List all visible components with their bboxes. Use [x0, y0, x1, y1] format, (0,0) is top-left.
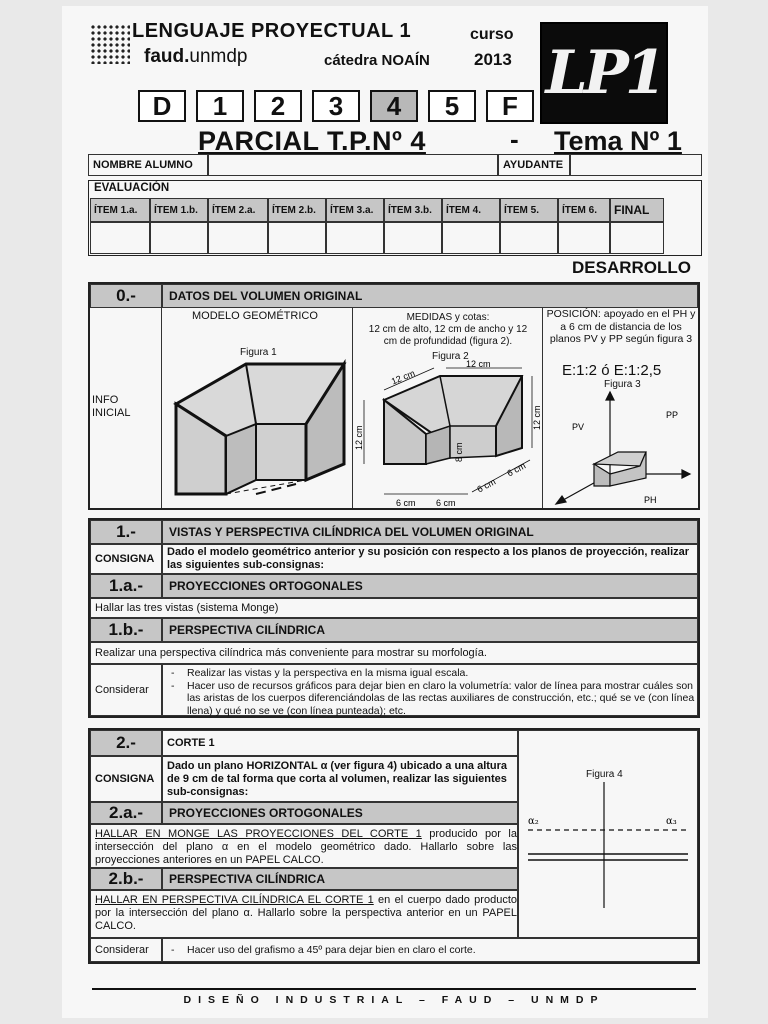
section1b-text: Realizar una perspectiva cilíndrica más conveniente para mostrar su morfología.	[90, 642, 698, 664]
section1-consigna-label: CONSIGNA	[90, 544, 162, 574]
info-inicial-label: INFO INICIAL	[92, 394, 131, 419]
figure2-dimension-drawing	[354, 360, 542, 508]
section2-number: 2.-	[90, 730, 162, 756]
section2a-title: PROYECCIONES ORTOGONALES	[162, 802, 518, 824]
lp1-logo-text: LP1	[545, 38, 663, 108]
section2-considerar-list	[167, 944, 476, 957]
section1-considerar-cell	[162, 664, 698, 716]
posicion-text	[546, 308, 696, 346]
evaluation-item-grade[interactable]	[150, 222, 208, 254]
evaluation-item-grade[interactable]	[326, 222, 384, 254]
faud-dot-logo	[90, 24, 130, 64]
evaluation-item-grade[interactable]	[268, 222, 326, 254]
fig4-alpha2: α₂	[528, 816, 539, 827]
section2-consigna-text: Dado un plano HORIZONTAL α (ver figura 4) ubicado a una altura de 9 cm de tal forma que corta al volumen, realizar las siguientes sub-consignas:	[162, 756, 518, 802]
evaluation-title: EVALUACIÓN	[94, 182, 170, 194]
section1b-number: 1.b.-	[90, 618, 162, 642]
evaluation-item-header: ÍTEM 4.	[442, 198, 500, 222]
section1-considerar-list	[167, 667, 697, 717]
fig2-dim-diag: 12 cm	[389, 368, 417, 387]
catedra-label: cátedra NOAÍN	[324, 52, 430, 69]
posicion-label: POSICIÓN:	[546, 308, 601, 320]
ayudante-label: AYUDANTE	[498, 154, 570, 176]
figura2-label: Figura 2	[432, 351, 469, 362]
section2a-underlined: HALLAR EN MONGE LAS PROYECCIONES DEL CORTE 1	[95, 828, 422, 840]
course-title: LENGUAJE PROYECTUAL 1	[132, 20, 412, 42]
footer-text: DISEÑO INDUSTRIAL – FAUD – UNMDP	[183, 994, 605, 1006]
section2b-title: PERSPECTIVA CILÍNDRICA	[162, 868, 518, 890]
section2a-text-cell	[90, 824, 518, 868]
evaluation-item-header: ÍTEM 2.b.	[268, 198, 326, 222]
section2b-text	[95, 894, 517, 933]
section2-title: CORTE 1	[162, 730, 518, 756]
fig2-dim-top: 12 cm	[466, 360, 491, 369]
code-digit-1: 1	[196, 90, 244, 122]
fig2-dim-bottom-2: 6 cm	[436, 498, 456, 508]
parcial-title: PARCIAL T.P.Nº 4	[198, 126, 426, 156]
evaluation-item-header: ÍTEM 1.a.	[90, 198, 150, 222]
evaluation-item-grade[interactable]	[384, 222, 442, 254]
considerar-item: - Hacer uso de recursos gráficos para dejar bien en claro la volumetría: valor de línea para mostrar cuáles son las aristas de los cuerpos diferenciándolas de las rectas auxiliares de construcción, etc.; qué se ve (con línea llena) y qué no se ve (con línea punteada); etc.	[167, 680, 697, 718]
evaluation-item-grade[interactable]	[442, 222, 500, 254]
section1b-title: PERSPECTIVA CILÍNDRICA	[162, 618, 698, 642]
figura3-label: Figura 3	[604, 379, 641, 390]
evaluation-item-header: ÍTEM 3.a.	[326, 198, 384, 222]
code-digit-6: F	[486, 90, 534, 122]
section1a-text: Hallar las tres vistas (sistema Monge)	[90, 598, 698, 618]
unmdp-text: unmdp	[189, 46, 248, 67]
lp1-logo	[540, 22, 668, 124]
fig2-dim-right: 12 cm	[532, 405, 542, 430]
evaluation-item-header: ÍTEM 1.b.	[150, 198, 208, 222]
fig2-dim-depth: 8 cm	[454, 442, 464, 462]
code-digit-5: 5	[428, 90, 476, 122]
section2-considerar-cell	[162, 938, 698, 962]
considerar-item: - Hacer uso del grafismo a 45º para dejar bien en claro el corte.	[167, 944, 476, 957]
fig3-pv-label: PV	[572, 422, 585, 432]
code-digit-4: 4	[370, 90, 418, 122]
ayudante-field[interactable]	[570, 154, 702, 176]
evaluation-item-grade[interactable]	[610, 222, 664, 254]
section2b-underlined: HALLAR EN PERSPECTIVA CILÍNDRICA EL CORTE 1	[95, 894, 374, 906]
evaluation-item-header: FINAL	[610, 198, 664, 222]
figura4-label: Figura 4	[586, 769, 623, 780]
section0-number: 0.-	[90, 284, 162, 308]
evaluation-item-grade[interactable]	[558, 222, 610, 254]
curso-label: curso	[470, 26, 514, 43]
posicion-body: apoyado en el PH y a 6 cm de distancia de los planos PV y PP según figura 3	[549, 308, 696, 345]
section2a-number: 2.a.-	[90, 802, 162, 824]
section2b-number: 2.b.-	[90, 868, 162, 890]
section2-consigna-label: CONSIGNA	[90, 756, 162, 802]
section1-consigna-text: Dado el modelo geométrico anterior y su posición con respecto a los planos de proyección, realizar las siguientes sub-consignas:	[162, 544, 698, 574]
evaluation-item-grade[interactable]	[208, 222, 268, 254]
section2b-body: en el cuerpo dado producto por la intersección del plano α. Hallarlo sobre la perspectiva anterior en un PAPEL CALCO.	[95, 894, 517, 932]
section1-title: VISTAS Y PERSPECTIVA CILÍNDRICA DEL VOLUMEN ORIGINAL	[162, 520, 698, 544]
evaluation-item-header: ÍTEM 6.	[558, 198, 610, 222]
scale-text: E:1:2 ó E:1:2,5	[562, 362, 662, 379]
tema-title: Tema Nº 1	[554, 126, 682, 156]
title-dash: -	[510, 124, 519, 154]
fig2-dim-diag-1: 6 cm	[475, 476, 498, 495]
faud-text: faud.	[144, 46, 190, 67]
section0-title: DATOS DEL VOLUMEN ORIGINAL	[162, 284, 698, 308]
evaluation-item-header: ÍTEM 2.a.	[208, 198, 268, 222]
evaluation-item-grade[interactable]	[90, 222, 150, 254]
section1a-number: 1.a.-	[90, 574, 162, 598]
figure3-planes-drawing	[544, 388, 698, 506]
figura1-label: Figura 1	[240, 347, 277, 358]
fig3-pp-label: PP	[666, 410, 679, 420]
desarrollo-heading: DESARROLLO	[572, 258, 691, 277]
figure1-model-drawing	[166, 354, 350, 504]
fig3-ph-label: PH	[644, 495, 657, 505]
section2a-body: producido por la intersección del plano α en el modelo geométrico dado. Hallarlo sobre las proyecciones anteriores en un PAPEL CALCO.	[95, 828, 517, 866]
section1-number: 1.-	[90, 520, 162, 544]
faud-label	[144, 46, 248, 68]
fig2-dim-left: 12 cm	[354, 425, 364, 450]
fig2-dim-diag-2: 6 cm	[505, 460, 528, 479]
section2b-text-cell	[90, 890, 518, 938]
nombre-alumno-field[interactable]	[208, 154, 498, 176]
year-label: 2013	[474, 50, 512, 69]
code-digit-3: 3	[312, 90, 360, 122]
considerar-item: - Realizar las vistas y la perspectiva en la misma igual escala.	[167, 667, 697, 680]
fig2-dim-bottom-1: 6 cm	[396, 498, 416, 508]
section1a-title: PROYECCIONES ORTOGONALES	[162, 574, 698, 598]
section0-divider-1	[352, 308, 353, 508]
medidas-text: MEDIDAS y cotas: 12 cm de alto, 12 cm de ancho y 12 cm de profundidad (figura 2).	[368, 312, 528, 347]
evaluation-item-grade[interactable]	[500, 222, 558, 254]
nombre-alumno-label: NOMBRE ALUMNO	[88, 154, 208, 176]
section1-considerar-label: Considerar	[90, 664, 162, 716]
section2a-text	[95, 828, 517, 867]
code-digit-2: 2	[254, 90, 302, 122]
section2-considerar-label: Considerar	[90, 938, 162, 962]
code-digit-0: D	[138, 90, 186, 122]
figure4-alpha-plane-drawing	[522, 782, 696, 912]
fig4-alpha3: α₃	[666, 816, 677, 827]
footer-rule	[92, 988, 696, 990]
evaluation-item-header: ÍTEM 5.	[500, 198, 558, 222]
section0-divider-2	[542, 308, 543, 508]
evaluation-item-header: ÍTEM 3.b.	[384, 198, 442, 222]
modelo-geometrico-title: MODELO GEOMÉTRICO	[192, 310, 318, 322]
exam-sheet	[62, 6, 708, 1018]
